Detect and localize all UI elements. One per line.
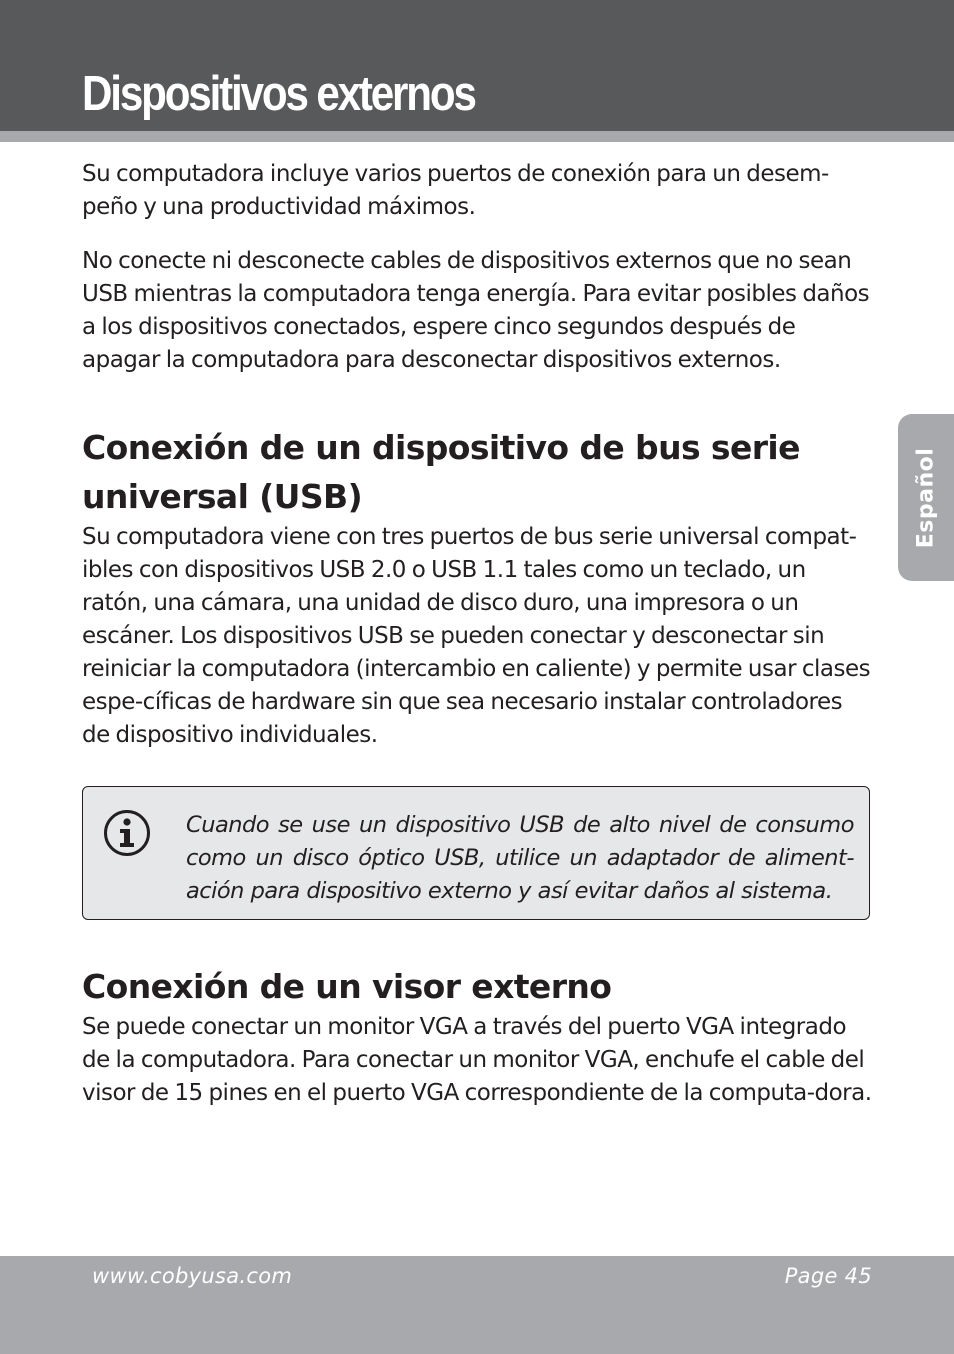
language-tab-label: Español bbox=[913, 447, 939, 548]
usb-section-body: Su computadora viene con tres puertos de bus serie universal compat-ibles con dispositivos USB 2.0 o USB 1.1 tales como un teclado, un ratón, una cámara, una unidad de disco duro, una impresora o un escáner. Los dispositivos USB se pueden conectar y desconectar sin reiniciar la computadora (intercambio en caliente) y permite usar clases espe-cíficas de hardware sin que sea necesario instalar controladores de dispositivo individuales. bbox=[82, 524, 871, 748]
language-tab bbox=[898, 414, 954, 581]
intro-paragraph-1: Su computadora incluye varios puertos de conexión para un desem-peño y una productividad máximos. bbox=[82, 161, 829, 220]
page-footer bbox=[0, 1256, 954, 1354]
info-icon bbox=[103, 809, 151, 857]
page-header bbox=[0, 0, 954, 131]
footer-page-number: Page 45 bbox=[784, 1264, 872, 1288]
vga-section-heading: Conexión de un visor externo bbox=[82, 967, 612, 1006]
footer-url: www.cobyusa.com bbox=[92, 1264, 293, 1288]
page-title: Dispositivos externos bbox=[82, 67, 475, 121]
intro-paragraph-2: No conecte ni desconecte cables de dispositivos externos que no sean USB mientras la computadora tenga energía. Para evitar posibles daños a los dispositivos conectados, espere cinco segundos después de apagar la computadora para desconectar dispositivos externos. bbox=[82, 248, 870, 373]
usb-section-heading: Conexión de un dispositivo de bus serie universal (USB) bbox=[82, 428, 800, 516]
usb-power-note bbox=[82, 786, 870, 920]
header-stripe bbox=[0, 131, 954, 142]
vga-section-body: Se puede conectar un monitor VGA a través del puerto VGA integrado de la computadora. Para conectar un monitor VGA, enchufe el cable del visor de 15 pines en el puerto VGA correspondiente de la computa-dora. bbox=[82, 1014, 872, 1106]
usb-power-note-text: Cuando se use un dispositivo USB de alto nivel de consumo como un disco óptico USB, utilice un adaptador de aliment-ación para dispositivo externo y así evitar daños al sistema. bbox=[186, 812, 854, 904]
page-content bbox=[82, 158, 872, 1110]
